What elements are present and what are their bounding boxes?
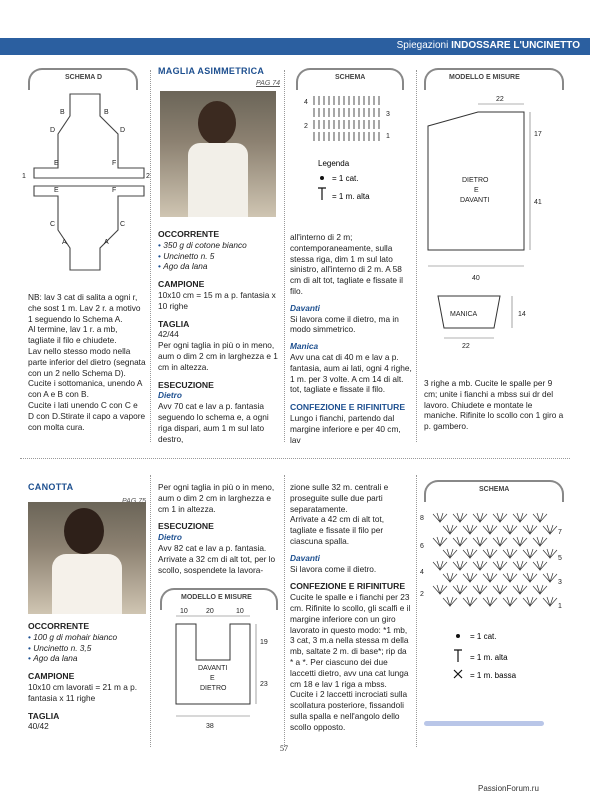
fan-stitch-mark xyxy=(533,585,547,594)
body-label: DIETRO xyxy=(462,177,489,184)
body-label: E xyxy=(210,675,215,682)
header-title: INDOSSARE L'UNCINETTO xyxy=(451,40,580,51)
paragraph: Arrivate a 42 cm di alt tot, tagliate e fissate il filo per ciascuna spalla. xyxy=(290,514,385,546)
dim-10: 10 xyxy=(180,608,188,615)
maglia-photo xyxy=(160,91,276,217)
conf-title: CONFEZIONE E RIFINITURE xyxy=(290,402,406,413)
fan-stitch-mark xyxy=(503,597,517,606)
schema-d-text xyxy=(28,292,146,432)
row-7: 7 xyxy=(558,529,562,536)
maglia-title: MAGLIA ASIMMETRICA xyxy=(158,66,265,76)
label-e: E xyxy=(54,187,59,194)
schema-d-diagram xyxy=(20,86,150,286)
label-c: C xyxy=(120,221,126,228)
schema-title: SCHEMA xyxy=(332,74,368,81)
conf-title: CONFEZIONE E RIFINITURE xyxy=(290,581,406,592)
fan-stitch-mark xyxy=(433,513,447,522)
column-divider xyxy=(284,475,285,747)
label-a: A xyxy=(104,239,109,246)
legend-single: = 1 m. bassa xyxy=(470,671,517,680)
model-top xyxy=(188,143,248,217)
dim-41: 41 xyxy=(534,199,542,206)
fan-stitch-mark xyxy=(463,525,477,534)
davanti-title: Davanti xyxy=(290,302,320,313)
fan-stitch-mark xyxy=(493,561,507,570)
page-number: 57 xyxy=(280,744,288,753)
modello-bot-title: MODELLO E MISURE xyxy=(178,594,255,601)
esec-title: ESECUZIONE xyxy=(158,521,214,532)
header-section: Spiegazioni xyxy=(396,40,449,51)
fan-stitch-mark xyxy=(523,573,537,582)
occ-title: OCCORRENTE xyxy=(28,621,90,631)
fan-stitch-mark xyxy=(493,513,507,522)
maglia-column xyxy=(158,66,280,90)
manica-label: MANICA xyxy=(450,311,478,318)
fan-stitch-mark xyxy=(513,585,527,594)
fan-stitch-mark xyxy=(493,537,507,546)
column-divider xyxy=(284,70,285,442)
crochet-hook-image xyxy=(424,721,544,726)
label-b: B xyxy=(60,109,65,116)
legend-treble: = 1 m. alta xyxy=(332,192,370,201)
paragraph: 42/44 xyxy=(158,329,179,340)
modello-bot-diagram xyxy=(160,604,284,744)
manica-title: Manica xyxy=(290,341,319,352)
row-4: 4 xyxy=(420,569,424,576)
model-top xyxy=(52,554,122,614)
fan-stitch-mark xyxy=(463,573,477,582)
maglia-page-ref: PAG 74 xyxy=(256,79,280,87)
row-5: 5 xyxy=(558,555,562,562)
column-divider xyxy=(416,475,417,747)
fan-stitch-mark xyxy=(503,573,517,582)
paragraph: 10x10 cm lavorati = 21 m a p. fantasia x 11 righe xyxy=(28,681,138,703)
legend-chain: = 1 cat. xyxy=(470,632,497,641)
model-head xyxy=(64,508,104,554)
fan-stitch-mark xyxy=(473,585,487,594)
row-3: 3 xyxy=(558,579,562,586)
section-divider xyxy=(20,458,570,459)
fan-stitch-mark xyxy=(523,549,537,558)
fan-stitch-mark xyxy=(483,525,497,534)
canotta-title: CANOTTA xyxy=(28,482,74,492)
paragraph: 40/42 xyxy=(28,721,49,732)
camp-title: CAMPIONE xyxy=(158,279,205,290)
row-2: 2 xyxy=(420,591,424,598)
fan-stitch-mark xyxy=(543,549,557,558)
label-e: E xyxy=(54,160,59,167)
single-crochet-symbol xyxy=(454,670,462,678)
dim-22: 22 xyxy=(496,96,504,103)
legend-title: Legenda xyxy=(318,159,350,168)
fan-stitch-mark xyxy=(513,561,527,570)
fan-stitch-mark xyxy=(433,537,447,546)
label-b: B xyxy=(104,109,109,116)
paragraph: 10x10 cm = 15 m a p. fantasia x 10 righe xyxy=(158,289,276,311)
paragraph: Si lavora come il dietro, ma in modo simmetrico. xyxy=(290,313,399,335)
list-item: • 100 g di mohair bianco xyxy=(28,632,148,643)
davanti-title: Davanti xyxy=(290,552,320,563)
esec-title: ESECUZIONE xyxy=(158,379,214,390)
list-item: • Uncinetto n. 5 xyxy=(158,251,282,262)
fan-stitch-mark xyxy=(433,561,447,570)
paragraph: Si lavora come il dietro. xyxy=(290,563,377,574)
legend-chain: = 1 cat. xyxy=(332,174,359,183)
fan-stitch-mark xyxy=(473,537,487,546)
row-8: 8 xyxy=(420,515,424,522)
modello-title: MODELLO E MISURE xyxy=(446,74,523,81)
occ-title: OCCORRENTE xyxy=(158,229,220,239)
fan-stitch-mark xyxy=(533,513,547,522)
dim-40: 40 xyxy=(472,275,480,282)
schema-d-title: SCHEMA D xyxy=(62,74,105,81)
paragraph: Lav nello stesso modo nella parte inferior del dietro (segnata con un 2 nello Schema D). xyxy=(28,345,146,378)
chain-symbol xyxy=(320,176,324,180)
paragraph: Cucite i lati unendo C con C e D con D.Stirate il capo a vapore con molta cura. xyxy=(28,399,146,432)
col3b-body xyxy=(290,482,412,733)
fan-stitch-mark xyxy=(533,561,547,570)
modello-diagram xyxy=(420,90,570,350)
label-1: 1 xyxy=(22,173,26,180)
fan-stitch-mark xyxy=(483,573,497,582)
label-f: F xyxy=(112,160,117,167)
fan-stitch-mark xyxy=(483,597,497,606)
camp-title: CAMPIONE xyxy=(28,671,75,682)
paragraph: Cucite i 2 laccetti incrociati sulla scollatura posteriore, fissandoli sulla spalla e nell'angolo dello scollo opposto. xyxy=(290,689,408,732)
watermark: PassionForum.ru xyxy=(478,784,539,793)
body-label: DAVANTI xyxy=(460,197,490,204)
row-1: 1 xyxy=(386,133,390,140)
chain-symbol xyxy=(456,634,460,638)
paragraph: NB: lav 3 cat di salita a ogni r, che sost 1 m. Lav 2 r. a motivo 1 seguendo lo Schema A. xyxy=(28,292,141,324)
body-label: DIETRO xyxy=(200,685,227,692)
label-d: D xyxy=(50,127,56,134)
label-d: D xyxy=(120,127,126,134)
column-divider xyxy=(150,475,151,747)
maglia-body xyxy=(158,222,282,444)
body-label: DAVANTI xyxy=(198,665,228,672)
fan-stitch-mark xyxy=(463,597,477,606)
row-6: 6 xyxy=(420,543,424,550)
fan-stitch-mark xyxy=(453,513,467,522)
label-a: A xyxy=(62,239,67,246)
fan-stitch-mark xyxy=(503,525,517,534)
label-c: C xyxy=(50,221,56,228)
paragraph: Per ogni taglia in più o in meno, aum o dim 2 cm in larghezza e 1 cm in altezza. xyxy=(158,340,278,372)
fan-stitch-mark xyxy=(523,525,537,534)
dim-14: 14 xyxy=(518,311,526,318)
fan-stitch-mark xyxy=(443,549,457,558)
fan-stitch-mark xyxy=(523,597,537,606)
paragraph: Avv 70 cat e lav a p. fantasia seguendo lo schema e, a ogni riga dispari, aum 1 m sul lato destro, xyxy=(158,401,269,444)
model-head xyxy=(198,101,236,145)
modello-text: 3 righe a mb. Cucite le spalle per 9 cm; unite i fianchi a mbss sui dr del lavoro. Chiudete e montate le maniche. Rifinite lo scollo con 1 giro a p. gambero. xyxy=(424,378,564,432)
fan-stitch-mark xyxy=(453,561,467,570)
occ-list xyxy=(158,240,282,272)
schema-bot-title: SCHEMA xyxy=(476,486,512,493)
fan-stitch-mark xyxy=(443,597,457,606)
paragraph: Cucite le spalle e i fianchi per 23 cm. Rifinite lo scollo, gli scalfi e il margine inferiore con un giro lavorato in questo modo: *1 mb, 3 cat, 3 m.a nella stessa m della mb, saltate 2 m. di base*; rip da * a *. Per ciascuno dei due laccetti dietro, avv una cat lunga cm 18 e lav 1 riga a mbss. xyxy=(290,592,411,689)
paragraph: zione sulle 32 m. centrali e proseguite sulle due parti separatamente. xyxy=(290,482,389,514)
treble-symbol xyxy=(318,188,326,200)
dim-20: 20 xyxy=(206,608,214,615)
legend-treble: = 1 m. alta xyxy=(470,653,508,662)
label-2: 2 xyxy=(146,173,150,180)
column-divider xyxy=(416,70,417,442)
label-f: F xyxy=(112,187,117,194)
paragraph: Avv 82 cat e lav a p. fantasia. Arrivate a 32 cm di alt tot, per lo scollo, sospendete la lavora- xyxy=(158,542,276,575)
paragraph: Al termine, lav 1 r. a mb, tagliate il filo e chiudete. xyxy=(28,324,118,346)
fan-stitch-mark xyxy=(543,597,557,606)
dim-38: 38 xyxy=(206,723,214,730)
row-3: 3 xyxy=(386,111,390,118)
dim-17: 17 xyxy=(534,131,542,138)
dietro-title: Dietro xyxy=(158,390,182,401)
schema-chart xyxy=(296,90,406,210)
taglia-title: TAGLIA xyxy=(158,318,190,329)
taglia-title: TAGLIA xyxy=(28,710,60,721)
dim-10: 10 xyxy=(236,608,244,615)
fan-stitch-mark xyxy=(533,537,547,546)
col3-body xyxy=(290,232,412,445)
row-1: 1 xyxy=(558,603,562,610)
occ-list xyxy=(28,632,148,664)
fan-stitch-mark xyxy=(473,513,487,522)
row-4: 4 xyxy=(304,99,308,106)
dim-23: 23 xyxy=(260,681,268,688)
dim-19: 19 xyxy=(260,639,268,646)
treble-symbol xyxy=(454,650,462,662)
paragraph: Lungo i fianchi, partendo dal margine inferiore e per 40 cm, lav xyxy=(290,412,401,445)
paragraph: Avv una cat di 40 m e lav a p. fantasia, aum ai lati, ogni 4 righe, 1 m. per 3 volte. A cm 14 di alt. tot, tagliate e fissate il filo. xyxy=(290,351,412,395)
fan-stitch-mark xyxy=(513,513,527,522)
list-item: • 350 g di cotone bianco xyxy=(158,240,282,251)
schema-bot-chart xyxy=(418,502,570,722)
list-item: • Ago da lana xyxy=(158,261,282,272)
fan-stitch-mark xyxy=(433,585,447,594)
fan-stitch-mark xyxy=(483,549,497,558)
fan-stitch-mark xyxy=(473,561,487,570)
paragraph: all'interno di 2 m; contemporaneamente, sulla stessa riga, dim 1 m sul lato sinistro, all'interno di 2 m. A 58 cm di alt tot, tagliate e fissate il filo. xyxy=(290,232,403,296)
dim-22-sleeve: 22 xyxy=(462,343,470,350)
column-divider xyxy=(150,70,151,442)
fan-stitch-mark xyxy=(443,525,457,534)
fan-stitch-mark xyxy=(543,573,557,582)
fan-stitch-mark xyxy=(543,525,557,534)
section-header-bar xyxy=(0,38,590,55)
fan-stitch-mark xyxy=(443,573,457,582)
fan-stitch-mark xyxy=(463,549,477,558)
fan-stitch-mark xyxy=(513,537,527,546)
fan-stitch-mark xyxy=(453,585,467,594)
paragraph: Per ogni taglia in più o in meno, aum o dim 2 cm in larghezza e cm 1 in altezza. xyxy=(158,482,275,514)
fan-stitch-mark xyxy=(493,585,507,594)
body-label: E xyxy=(474,187,479,194)
row-2: 2 xyxy=(304,123,308,130)
dietro-title: Dietro xyxy=(158,532,182,543)
list-item: • Ago da lana xyxy=(28,653,148,664)
canotta-body xyxy=(28,614,148,732)
canotta-photo xyxy=(28,502,146,614)
fan-stitch-mark xyxy=(453,537,467,546)
list-item: • Uncinetto n. 3,5 xyxy=(28,643,148,654)
paragraph: Cucite i sottomanica, unendo A con A e B con B. xyxy=(28,378,142,400)
fan-stitch-mark xyxy=(503,549,517,558)
col2b-body xyxy=(158,482,280,575)
